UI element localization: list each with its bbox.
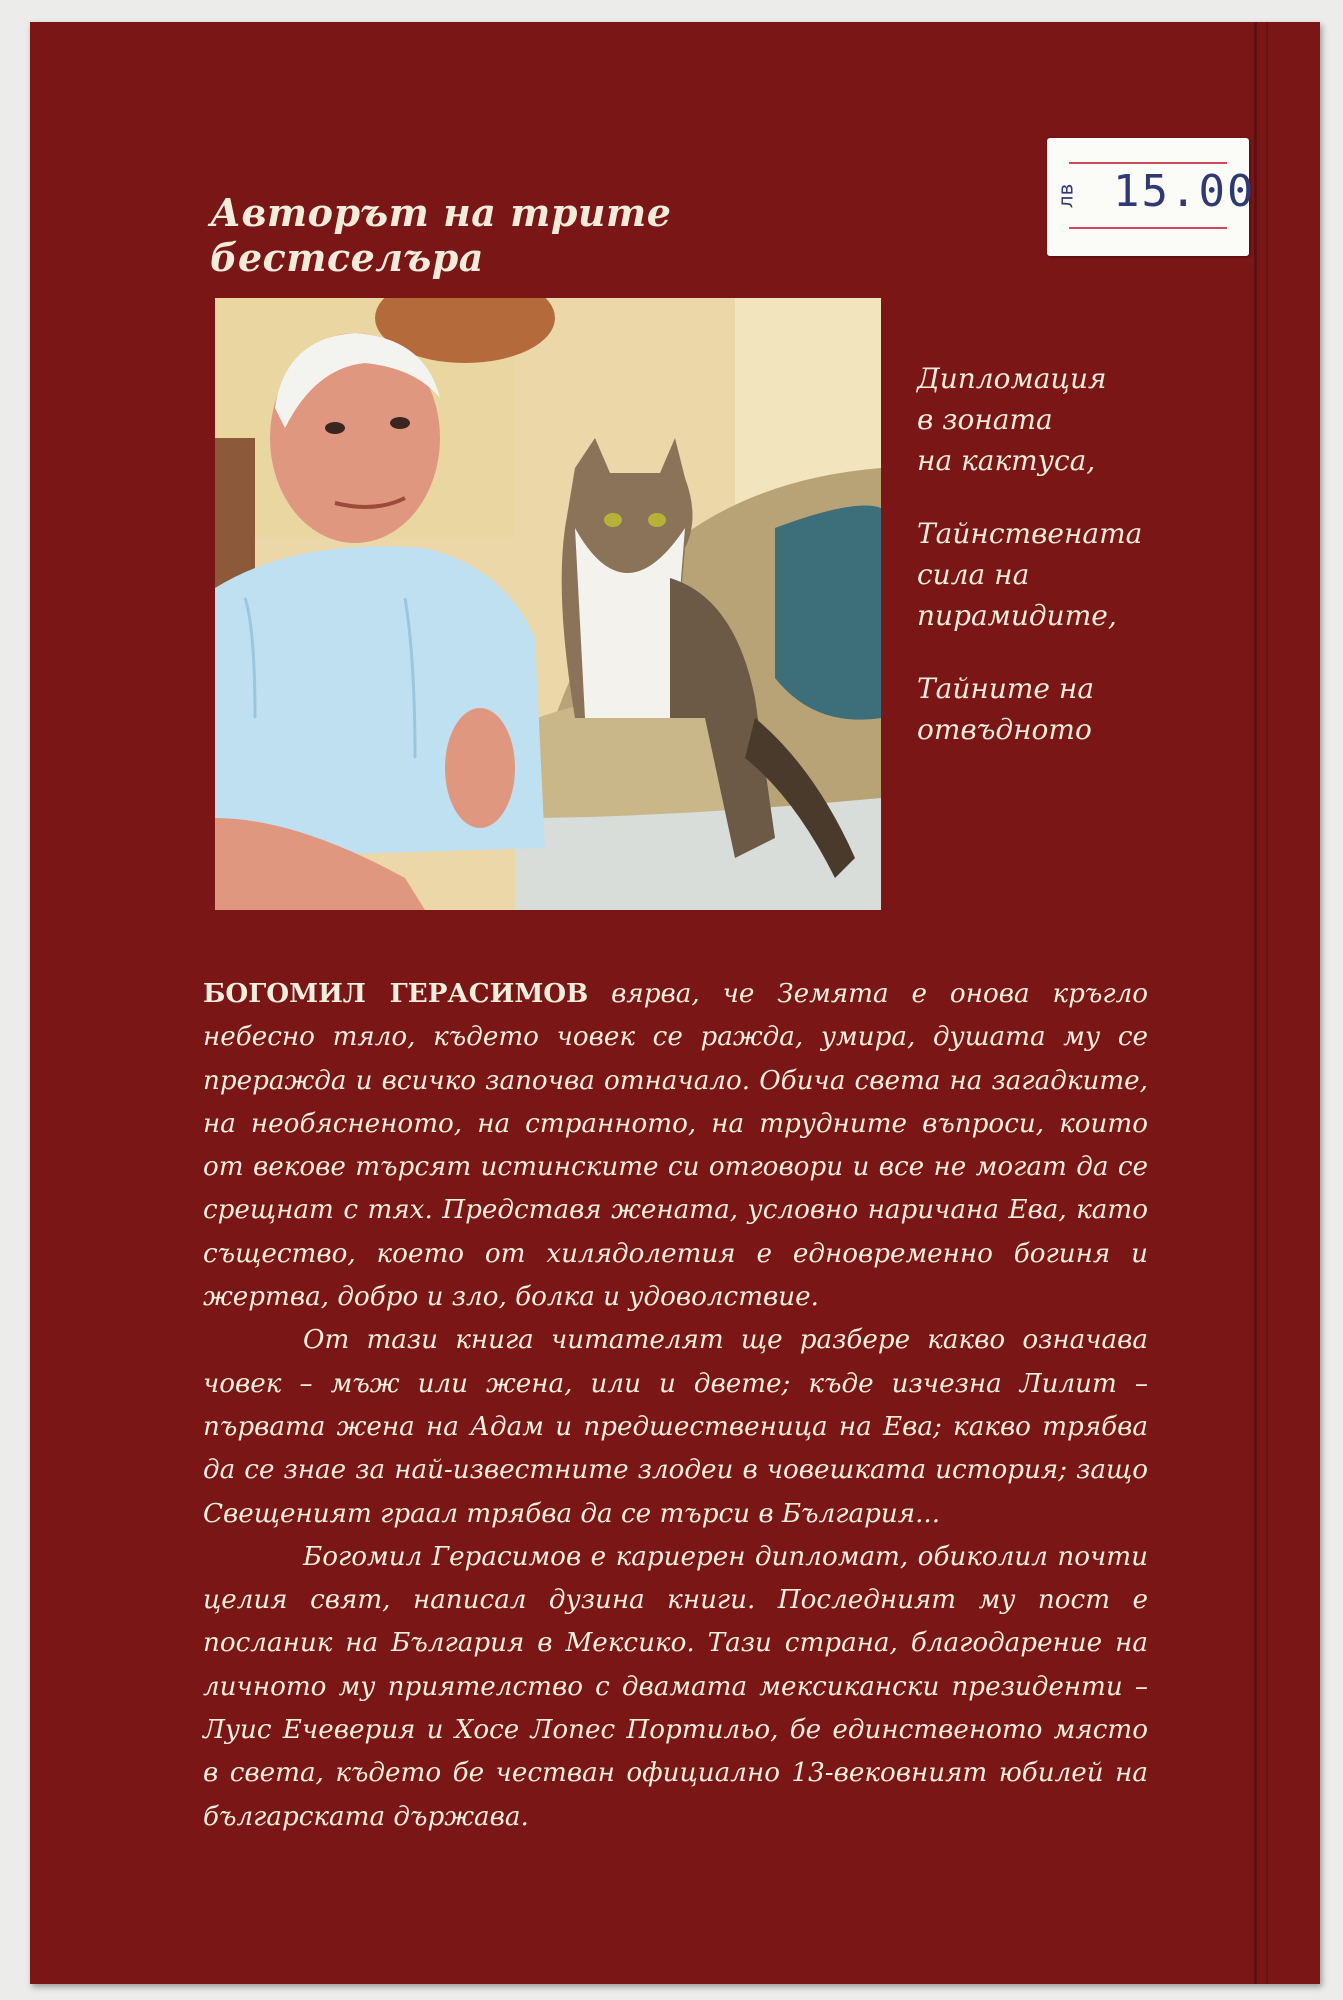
author-photo [215, 298, 881, 910]
bio-paragraph-1-text: вярва, че Земята е онова кръгло небесно тяло, където човек се ражда, умира, душата му се преражда и всичко започва отначало. Обича света на загадките, на необясненото, на странното, на трудните въпроси, които от векове търсят истинските си отговори и все не могат да се срещнат с тях. Представя жената, условно наричана Ева, като същество, което от хилядолетия е едновременно богиня и жертва, добро и зло, болка и удоволствие. [203, 979, 1149, 1313]
spine-crease-inner [1266, 22, 1268, 1984]
bio-paragraph-2-emphasis: човек [203, 1368, 282, 1399]
price-sticker-line-top [1069, 162, 1227, 164]
price-value: 15.00 [1113, 166, 1256, 217]
cover-heading: Авторът на трите бестселъра [210, 190, 672, 280]
bestseller-title-1: Дипломация в зоната на кактуса, [917, 362, 1107, 477]
spine-crease [1254, 22, 1257, 1984]
price-sticker [1047, 138, 1256, 256]
bio-paragraph-2-start: От тази книга читателят ще разбере какво означава [303, 1325, 1148, 1356]
bio-paragraph-1 [203, 972, 1148, 1319]
price-sticker-line-bottom [1069, 227, 1227, 229]
author-bio [203, 972, 1148, 1839]
author-name: БОГОМИЛ ГЕРАСИМОВ [203, 978, 589, 1009]
bio-paragraph-2-rest: – мъж или жена, или и двете; къде изчезна Лилит – първата жена на Адам и предшественица на Ева; какво трябва да се знае за най-известните злодеи в човешката история; защо Свещеният граал трябва да се търси в България... [203, 1368, 1148, 1529]
bio-paragraph-2 [203, 1319, 1148, 1535]
bestseller-title-2: Тайнствената сила на пирамидите, [917, 517, 1143, 632]
bestseller-title-3: Тайните на отвъдното [917, 672, 1095, 746]
bio-paragraph-3: Богомил Герасимов е кариерен дипломат, обиколил почти целия свят, написал дузина книги. Последният му пост е посланик на България в Мексико. Тази страна, благодарение на личното му приятелство с двамата мексикански президенти – Луис Ечеверия и Хосе Лопес Портильо, бе единственото място в света, където бе честван официално 13-вековният юбилей на българската държава. [203, 1541, 1148, 1832]
bestseller-titles [917, 358, 1177, 782]
author-with-cat-image [215, 298, 881, 910]
price-currency: лв [1053, 183, 1078, 209]
